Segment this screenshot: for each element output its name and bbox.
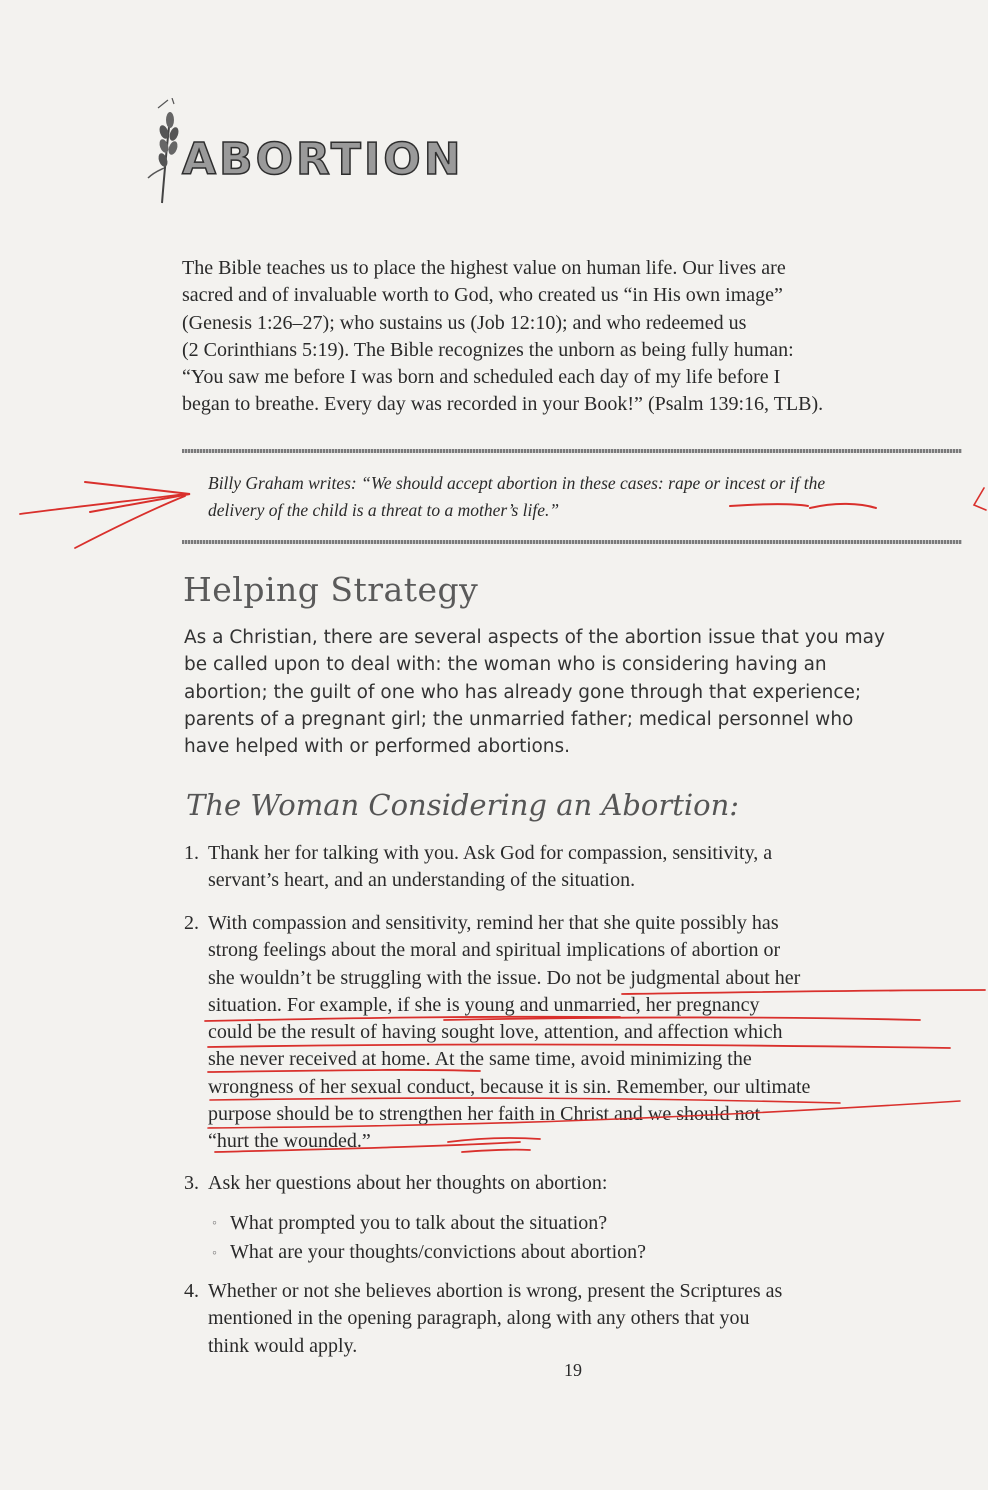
item-line: Ask her questions about her thoughts on abortion: — [208, 1172, 608, 1194]
quote-line: delivery of the child is a threat to a mother’s life.” — [208, 500, 560, 520]
section-heading: Helping Strategy — [183, 570, 479, 609]
underline-mark — [810, 504, 876, 508]
item-line: With compassion and sensitivity, remind her that she quite possibly has — [208, 912, 779, 934]
underline-mark — [208, 1101, 960, 1128]
bullet-text: What prompted you to talk about the situation? — [230, 1212, 608, 1234]
item-line: strong feelings about the moral and spiritual implications of abortion or — [208, 939, 781, 962]
item-number: 3. — [184, 1172, 199, 1194]
item-line: servant’s heart, and an understanding of the situation. — [208, 869, 636, 892]
intro-line: sacred and of invaluable worth to God, who created us “in His own image” — [182, 284, 783, 307]
item-number: 4. — [184, 1280, 199, 1302]
underline-mark — [622, 990, 985, 994]
subsection-heading: The Woman Considering an Abortion: — [186, 788, 740, 822]
page-number: 19 — [564, 1360, 582, 1380]
underline-mark — [462, 1150, 530, 1152]
margin-mark — [974, 488, 986, 510]
arrow-mark — [85, 482, 190, 512]
underline-mark — [730, 504, 808, 506]
paragraph-line: As a Christian, there are several aspects of the abortion issue that you may — [184, 627, 885, 648]
item-number: 2. — [184, 912, 199, 934]
paragraph-line: have helped with or performed abortions. — [184, 736, 571, 758]
paragraph-line: be called upon to deal with: the woman who is considering having an — [184, 654, 827, 676]
arrow-mark — [20, 494, 185, 514]
underline-mark — [208, 1070, 480, 1072]
intro-line: “You saw me before I was born and scheduled each day of my life before I — [182, 366, 781, 389]
item-line: she never received at home. At the same time, avoid minimizing the — [208, 1048, 752, 1071]
bullet-icon: ◦ — [212, 1245, 217, 1261]
intro-line: The Bible teaches us to place the highest value on human life. Our lives are — [182, 257, 786, 279]
chapter-title: ABORTION — [182, 134, 464, 185]
item-line: could be the result of having sought love, attention, and affection which — [208, 1021, 783, 1044]
item-line: Thank her for talking with you. Ask God for compassion, sensitivity, a — [208, 842, 773, 864]
underline-mark — [208, 1045, 950, 1049]
item-number: 1. — [184, 842, 199, 864]
item-line: “hurt the wounded.” — [208, 1130, 371, 1153]
quote-line: Billy Graham writes: “We should accept abortion in these cases: rape or incest or if the — [208, 473, 826, 493]
intro-line: began to breathe. Every day was recorded in your Book!” (Psalm 139:16, TLB). — [182, 393, 824, 416]
bullet-icon: ◦ — [212, 1216, 217, 1232]
paragraph-line: abortion; the guilt of one who has already gone through that experience; — [184, 681, 862, 703]
item-line: wrongness of her sexual conduct, because it is sin. Remember, our ultimate — [208, 1075, 811, 1098]
item-line: mentioned in the opening paragraph, along with any others that you — [208, 1307, 750, 1330]
intro-line: (2 Corinthians 5:19). The Bible recognizes the unborn as being fully human: — [182, 338, 794, 361]
underline-mark — [448, 1138, 540, 1142]
bullet-text: What are your thoughts/convictions about abortion? — [230, 1241, 647, 1264]
item-line: Whether or not she believes abortion is wrong, present the Scriptures as — [208, 1280, 783, 1302]
intro-line: (Genesis 1:26–27); who sustains us (Job 12:10); and who redeemed us — [182, 311, 747, 334]
item-line: think would apply. — [208, 1334, 358, 1357]
underline-mark — [210, 1098, 840, 1103]
item-line: purpose should be to strengthen her faith in Christ and we should not — [208, 1103, 761, 1126]
item-line: situation. For example, if she is young and unmarried, her pregnancy — [208, 993, 760, 1016]
item-line: she wouldn’t be struggling with the issue. Do not be judgmental about her — [208, 966, 801, 989]
paragraph-line: parents of a pregnant girl; the unmarried father; medical personnel who — [184, 708, 854, 730]
